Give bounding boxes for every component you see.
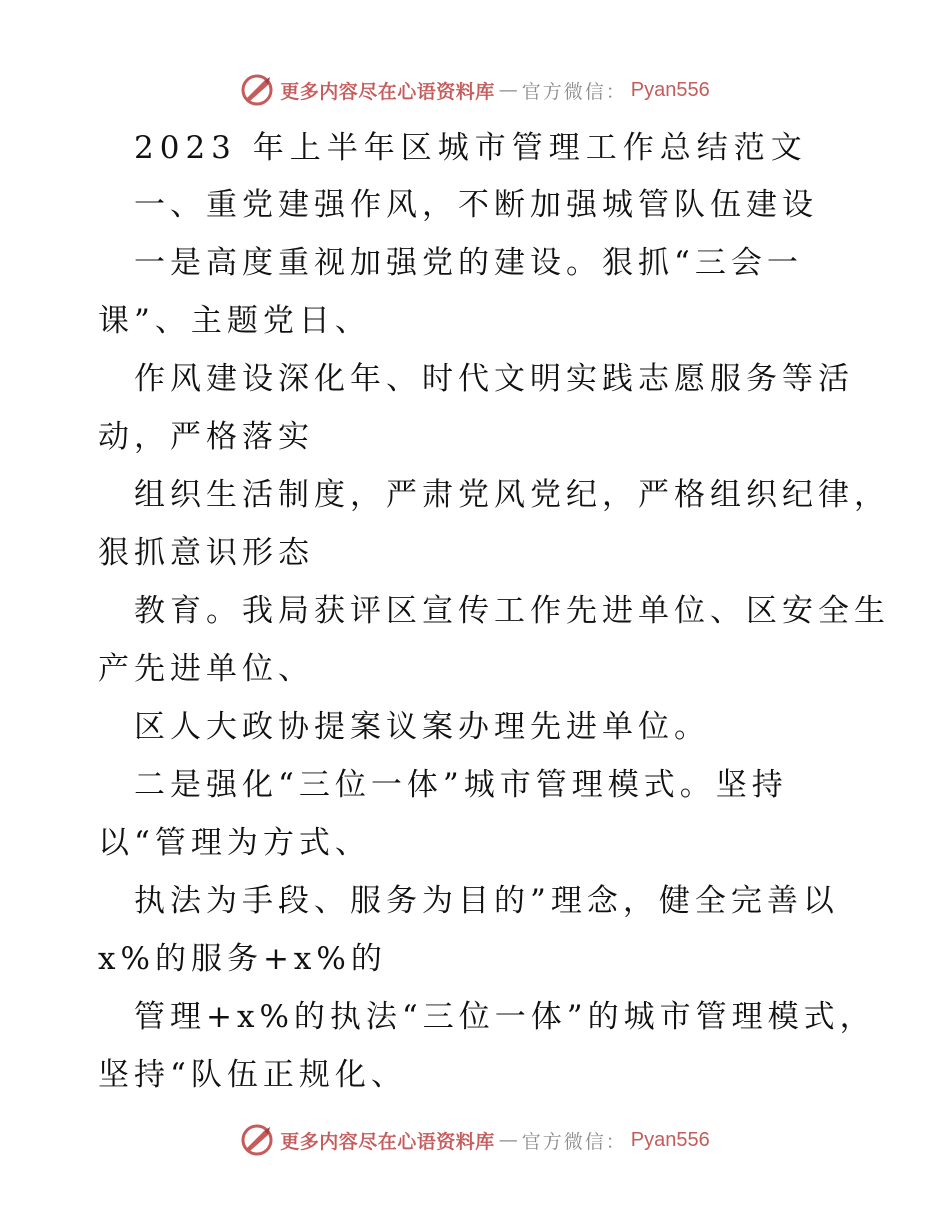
- banner-main-text: 更多内容尽在心语资料库: [280, 80, 495, 103]
- paragraph-line: 狠抓意识形态: [98, 535, 314, 571]
- banner-wechat-id: Pyan556: [630, 78, 710, 101]
- paragraph-line: 二是强化“三位一体”城市管理模式。坚持: [134, 767, 788, 803]
- paragraph-line: 一是高度重视加强党的建设。狠抓“三会一: [134, 245, 803, 281]
- feather-pen-logo-icon: [240, 73, 274, 107]
- paragraph-line: 区人大政协提案议案办理先进单位。: [134, 709, 710, 745]
- banner-separator: —: [498, 1129, 518, 1151]
- paragraph-line: x%的服务+x%的: [98, 941, 387, 977]
- paragraph-line: 执法为手段、服务为目的”理念，健全完善以: [134, 883, 839, 919]
- paragraph-line: 产先进单位、: [98, 651, 314, 687]
- paragraph-line: 以“管理为方式、: [98, 825, 371, 861]
- document-title: 2023 年上半年区城市管理工作总结范文: [134, 130, 808, 166]
- paragraph-line: 管理+x%的执法“三位一体”的城市管理模式，: [134, 999, 876, 1035]
- section-heading: 一、重党建强作风，不断加强城管队伍建设: [134, 187, 818, 223]
- paragraph-line: 坚持“队伍正规化、: [98, 1057, 407, 1093]
- paragraph-line: 作风建设深化年、时代文明实践志愿服务等活: [134, 361, 854, 397]
- banner-main-text: 更多内容尽在心语资料库: [280, 1130, 495, 1153]
- banner-wechat-label: 官方微信：: [521, 1130, 627, 1153]
- paragraph-line: 教育。我局获评区宣传工作先进单位、区安全生: [134, 593, 890, 629]
- header-watermark-banner: [0, 70, 950, 110]
- feather-pen-logo-icon: [240, 1123, 274, 1157]
- paragraph-line: 动，严格落实: [98, 419, 314, 455]
- footer-watermark-banner: [0, 1120, 950, 1160]
- paragraph-line: 组织生活制度，严肃党风党纪，严格组织纪律，: [134, 477, 890, 513]
- banner-wechat-id: Pyan556: [630, 1128, 710, 1151]
- banner-separator: —: [498, 79, 518, 101]
- paragraph-line: 课”、主题党日、: [98, 303, 371, 339]
- banner-wechat-label: 官方微信：: [521, 80, 627, 103]
